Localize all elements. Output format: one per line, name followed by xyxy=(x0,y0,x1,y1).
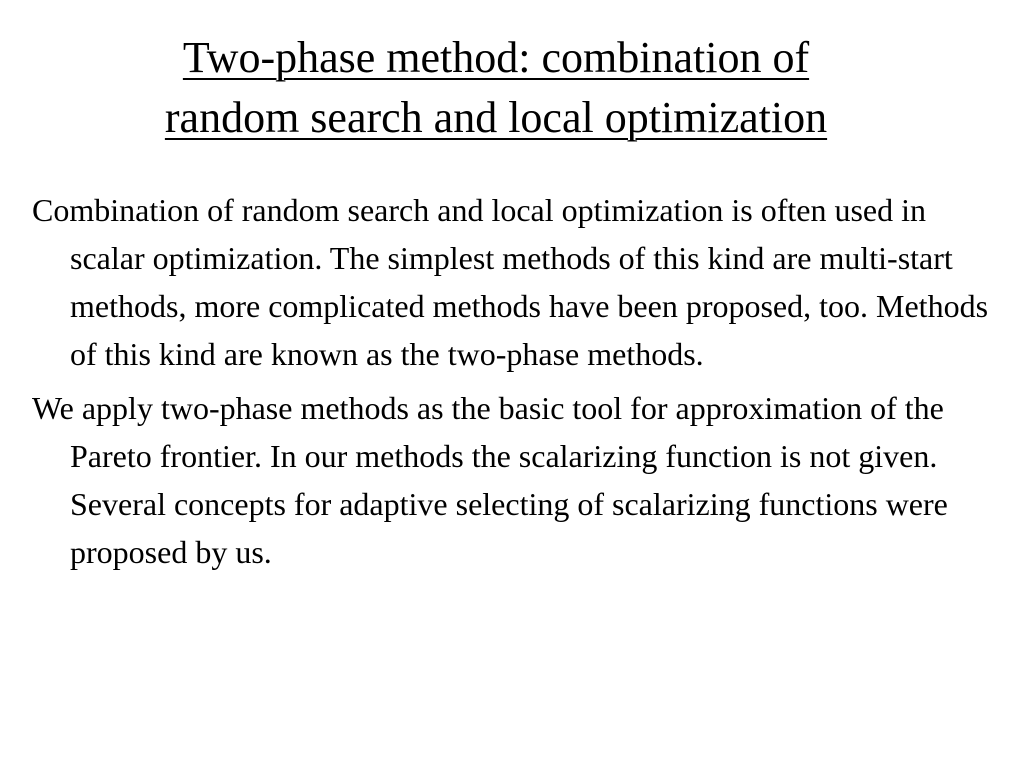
paragraph-1: Combination of random search and local optimization is often used in scalar optimization. The simplest methods of this kind are multi-start methods, more complicated methods have been proposed, too. Methods of this kind are known as the two-phase methods. xyxy=(32,192,989,372)
paragraph-2: We apply two-phase methods as the basic tool for approximation of the Pareto frontier. In our methods the scalarizing function is not given. Several concepts for adaptive selecting of scalarizing functions were proposed by us. xyxy=(32,390,948,570)
title-line-2: random search and local optimization xyxy=(164,93,828,142)
slide-title xyxy=(0,28,992,148)
title-line-1: Two-phase method: combination of xyxy=(182,33,810,82)
slide-body xyxy=(32,186,992,582)
